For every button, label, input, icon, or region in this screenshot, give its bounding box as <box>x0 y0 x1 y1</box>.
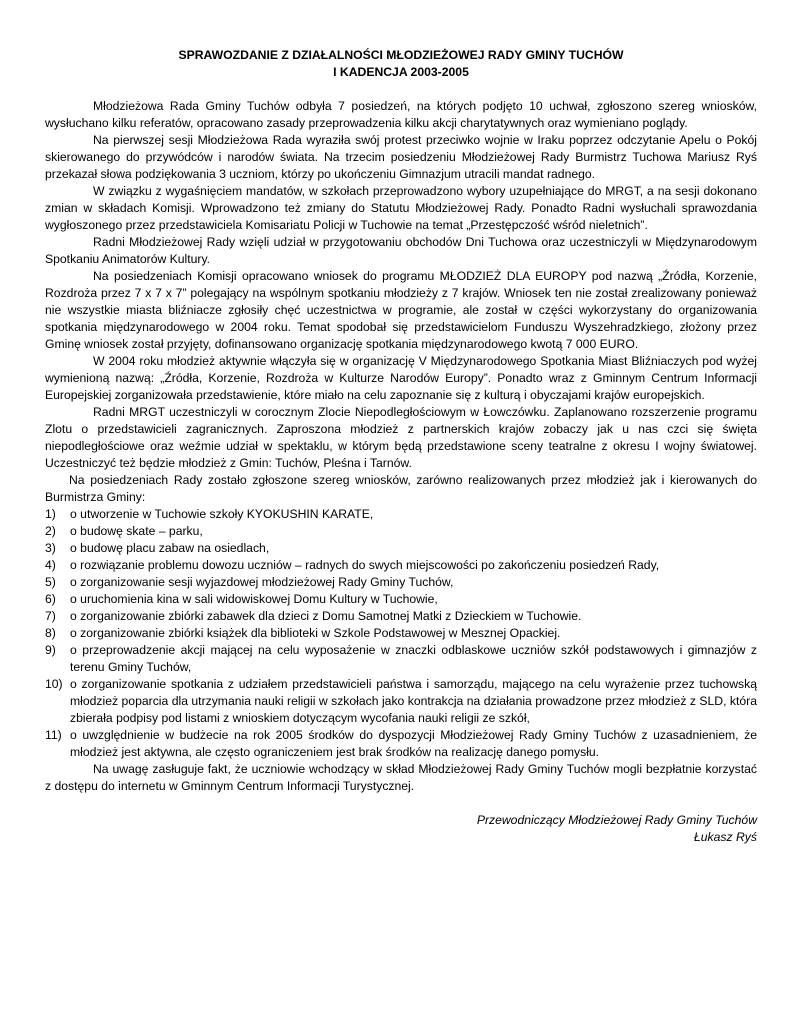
list-item <box>45 608 757 625</box>
title-line-1: SPRAWOZDANIE Z DZIAŁALNOŚCI MŁODZIEŻOWEJ RADY GMINY TUCHÓW <box>178 48 624 62</box>
list-item <box>45 540 757 557</box>
list-item <box>45 506 757 523</box>
paragraph: Na pierwszej sesji Młodzieżowa Rada wyraziła swój protest przeciwko wojnie w Iraku poprzez odczytanie Apelu o Pokój skierowanego do przywódców i narodów świata. Na trzecim posiedzeniu Młodzieżowej Rady Burmistrz Tuchowa Mariusz Ryś przekazał słowa podziękowania 3 uczniom, którzy po ukończeniu Gimnazjum utracili mandat radnego. <box>45 133 757 181</box>
signature-block <box>45 812 757 846</box>
list-item-text: o budowę placu zabaw na osiedlach, <box>70 541 270 555</box>
list-item-text: o zorganizowanie zbiórki książek dla biblioteki w Szkole Podstawowej w Mesznej Opackiej. <box>70 626 561 640</box>
proposals-list <box>45 506 757 761</box>
signature-name: Łukasz Ryś <box>694 830 757 844</box>
list-item-text: o uruchomienia kina w sali widowiskowej Domu Kultury w Tuchowie, <box>70 592 438 606</box>
list-item-number: 9) <box>45 643 56 657</box>
list-item-text: o zorganizowanie sesji wyjazdowej młodzieżowej Rady Gminy Tuchów, <box>70 575 454 589</box>
closing-paragraph: Na uwagę zasługuje fakt, że uczniowie wchodzący w skład Młodzieżowej Rady Gminy Tuchów mogli bezpłatnie korzystać z dostępu do internetu w Gminnym Centrum Informacji Turystycznej. <box>45 762 757 793</box>
signature-title: Przewodniczący Młodzieżowej Rady Gminy Tuchów <box>476 813 757 827</box>
document-page <box>45 0 757 846</box>
list-item <box>45 642 757 676</box>
list-item-number: 7) <box>45 609 56 623</box>
list-item-number: 11) <box>45 728 62 742</box>
paragraph: W związku z wygaśnięciem mandatów, w szkołach przeprowadzono wybory uzupełniające do MRGT, a na sesji dokonano zmian w składach Komisji. Wprowadzono też zmiany do Statutu Młodzieżowej Rady. Ponadto Radni wysłuchali sprawozdania wygłoszonego przez przedstawiciela Komisariatu Policji w Tuchowie na temat „Przestępczość wśród nieletnich”. <box>45 184 757 232</box>
list-item <box>45 676 757 727</box>
list-item-number: 5) <box>45 575 56 589</box>
list-item-number: 1) <box>45 507 56 521</box>
paragraph: Młodzieżowa Rada Gminy Tuchów odbyła 7 posiedzeń, na których podjęto 10 uchwał, zgłoszono szereg wniosków, wysłuchano kilku referatów, opracowano zasady przeprowadzenia kilku akcji charytatywnych oraz wymieniano poglądy. <box>45 99 757 130</box>
document-title <box>45 47 757 81</box>
paragraph: Na posiedzeniach Komisji opracowano wniosek do programu MŁODZIEŻ DLA EUROPY pod nazwą „Źródła, Korzenie, Rozdroża przez 7 x 7 x 7” polegający na wspólnym spotkaniu młodzieży z 7 krajów. Wniosek ten nie został zrealizowany ponieważ nie wszystkie miasta bliźniacze zgłosiły chęć uczestnictwa w programie, ale został w części wykorzystany do organizowania spotkania międzynarodowego w 2004 roku. Temat spodobał się przedstawicielom Funduszu Wyszehradzkiego, złożony przez Gminę wniosek został przyjęty, dofinansowano organizację spotkania międzynarodowego kwotą 7 000 EURO. <box>45 269 757 351</box>
list-item-number: 8) <box>45 626 56 640</box>
list-item-number: 10) <box>45 677 63 691</box>
list-item-number: 6) <box>45 592 56 606</box>
list-item <box>45 625 757 642</box>
list-item-number: 4) <box>45 558 56 572</box>
list-item-text: o budowę skate – parku, <box>70 524 203 538</box>
list-item <box>45 557 757 574</box>
list-item <box>45 727 757 761</box>
list-item <box>45 523 757 540</box>
list-item-text: o rozwiązanie problemu dowozu uczniów – radnych do swych miejscowości po zakończeniu posiedzeń Rady, <box>70 558 660 572</box>
paragraph: W 2004 roku młodzież aktywnie włączyła się w organizację V Międzynarodowego Spotkania Miast Bliźniaczych pod wyżej wymienioną nazwą: „Źródła, Korzenie, Rozdroża w Kulturze Narodów Europy”. Ponadto wraz z Gminnym Centrum Informacji Europejskiej zorganizowała przedstawienie, które miało na celu zapoznanie się z kulturą i obyczajami krajów europejskich. <box>45 354 757 402</box>
list-item-number: 3) <box>45 541 56 555</box>
list-item-text: o uwzględnienie w budżecie na rok 2005 środków do dyspozycji Młodzieżowej Rady Gminy Tuchów z uzasadnieniem, że młodzież jest aktywna, ale często ograniczeniem jest brak środków na realizację danego pomysłu. <box>70 728 757 759</box>
list-item <box>45 574 757 591</box>
report-body <box>45 98 757 795</box>
list-item-text: o zorganizowanie zbiórki zabawek dla dzieci z Domu Samotnej Matki z Dzieckiem w Tuchowie. <box>70 609 582 623</box>
list-item-text: o przeprowadzenie akcji mającej na celu wyposażenie w znaczki odblaskowe uczniów szkół podstawowych i gimnazjów z terenu Gminy Tuchów, <box>70 643 757 674</box>
list-item-text: o zorganizowanie spotkania z udziałem przedstawicieli państwa i samorządu, mającego na celu wyrażenie przez tuchowską młodzież poparcia dla utrzymania nauki religii w szkołach jako kontrakcja na działania prowadzone przez młodzież z SLD, która zbierała podpisy pod listami z wnioskiem dotyczącym wycofania nauki religii ze szkół, <box>70 677 757 725</box>
paragraph: Radni Młodzieżowej Rady wzięli udział w przygotowaniu obchodów Dni Tuchowa oraz uczestniczyli w Międzynarodowym Spotkaniu Animatorów Kultury. <box>45 235 757 266</box>
list-item-number: 2) <box>45 524 56 538</box>
title-line-2: I KADENCJA 2003-2005 <box>333 65 469 79</box>
paragraph: Radni MRGT uczestniczyli w corocznym Zlocie Niepodległościowym w Łowczówku. Zaplanowano rozszerzenie programu Zlotu o przedstawicieli zagranicznych. Zaproszona młodzież z partnerskich krajów zobaczy jak u nas czci się święta niepodległościowe oraz weźmie udział w spektaklu, w którym będą przedstawione sceny teatralne z okresu I wojny światowej. Uczestniczyć też będzie młodzież z Gmin: Tuchów, Pleśna i Tarnów. <box>45 405 757 470</box>
list-item <box>45 591 757 608</box>
list-item-text: o utworzenie w Tuchowie szkoły KYOKUSHIN KARATE, <box>70 507 374 521</box>
list-intro: Na posiedzeniach Rady zostało zgłoszone szereg wniosków, zarówno realizowanych przez młodzież jak i kierowanych do Burmistrza Gminy: <box>45 473 757 504</box>
